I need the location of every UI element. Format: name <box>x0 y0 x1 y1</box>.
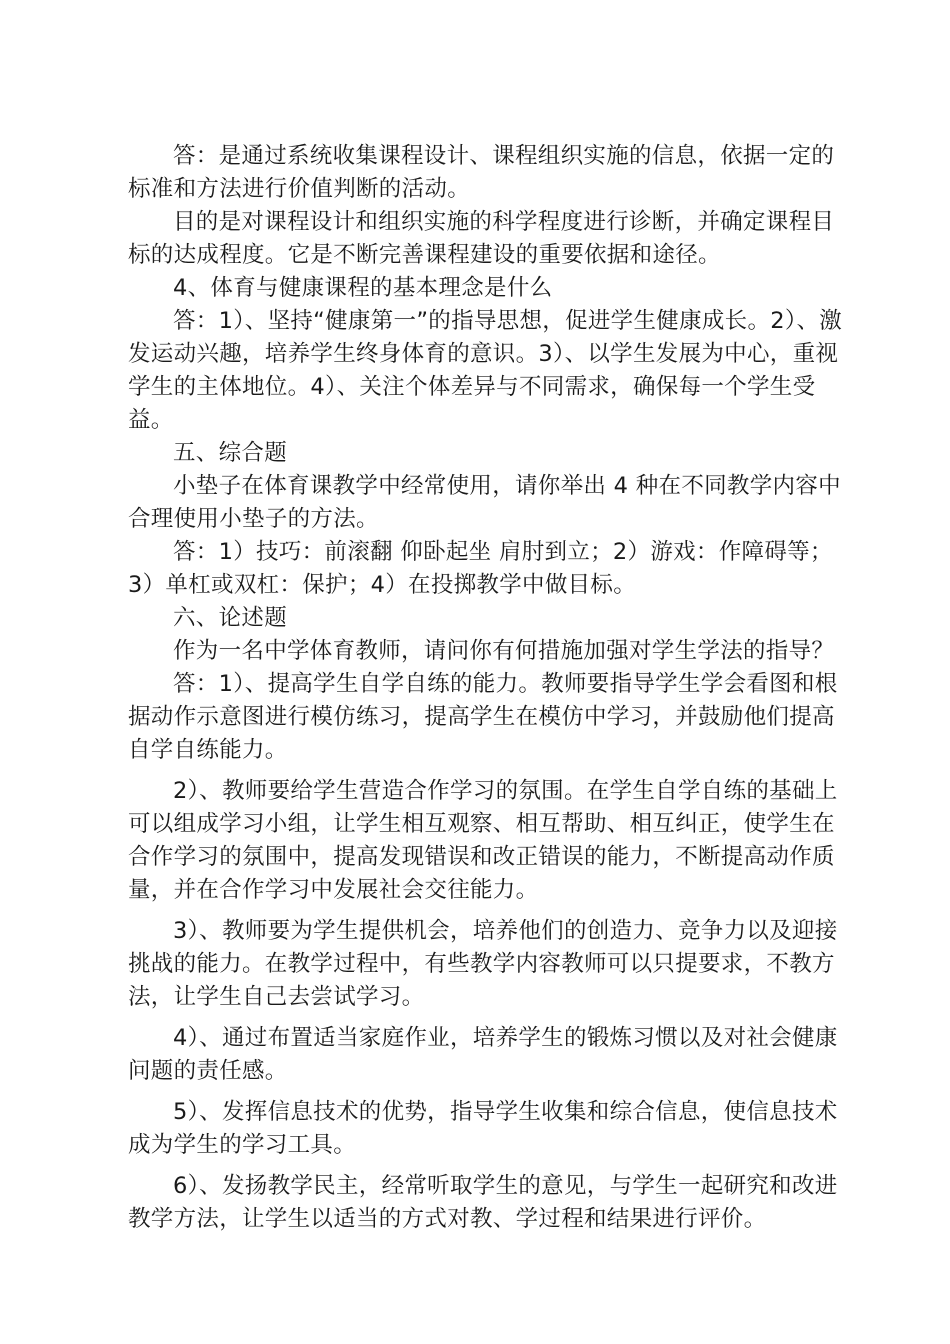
answer-point-6: 6）、发扬教学民主，经常听取学生的意见，与学生一起研究和改进教学方法，让学生以适当的方式对教、学过程和结果进行评价。 <box>128 1173 838 1232</box>
question-essay: 作为一名中学体育教师，请问你有何措施加强对学生学法的指导？ <box>173 638 835 664</box>
section-heading-6: 六、论述题 <box>173 605 288 631</box>
answer-point-5: 5）、发挥信息技术的优势，指导学生收集和综合信息，使信息技术成为学生的学习工具。 <box>128 1099 838 1158</box>
answer-4: 答：1）、坚持“健康第一”的指导思想，促进学生健康成长。2）、激发运动兴趣，培养学生终身体育的意识。3）、以学生发展为中心，重视学生的主体地位。4）、关注个体差异与不同需求，确保每一个学生受益。 <box>128 308 843 433</box>
answer-point-1: 答：1）、提高学生自学自练的能力。教师要指导学生学会看图和根据动作示意图进行模仿练习，提高学生在模仿中学习，并鼓励他们提高自学自练能力。 <box>128 671 838 763</box>
section-heading-5: 五、综合题 <box>173 440 288 466</box>
answer-definition: 答：是通过系统收集课程设计、课程组织实施的信息，依据一定的标准和方法进行价值判断的活动。 <box>128 143 835 202</box>
answer-point-4: 4）、通过布置适当家庭作业，培养学生的锻炼习惯以及对社会健康问题的责任感。 <box>128 1025 838 1084</box>
question-4: 4、体育与健康课程的基本理念是什么 <box>173 275 553 301</box>
answer-point-3: 3）、教师要为学生提供机会，培养他们的创造力、竞争力以及迎接挑战的能力。在教学过程中，有些教学内容教师可以只提要求，不教方法，让学生自己去尝试学习。 <box>128 918 838 1010</box>
question-mat: 小垫子在体育课教学中经常使用，请你举出 4 种在不同教学内容中合理使用小垫子的方法。 <box>128 473 841 532</box>
answer-purpose: 目的是对课程设计和组织实施的科学程度进行诊断，并确定课程目标的达成程度。它是不断完善课程建设的重要依据和途径。 <box>128 209 835 268</box>
document-body <box>128 140 846 1236</box>
answer-mat: 答：1）技巧：前滚翻 仰卧起坐 肩肘到立；2）游戏：作障碍等；3）单杠或双杠：保护；4）在投掷教学中做目标。 <box>128 539 833 598</box>
answer-point-2: 2）、教师要给学生营造合作学习的氛围。在学生自学自练的基础上可以组成学习小组，让学生相互观察、相互帮助、相互纠正，使学生在合作学习的氛围中，提高发现错误和改正错误的能力，不断提高动作质量，并在合作学习中发展社会交往能力。 <box>128 778 838 903</box>
